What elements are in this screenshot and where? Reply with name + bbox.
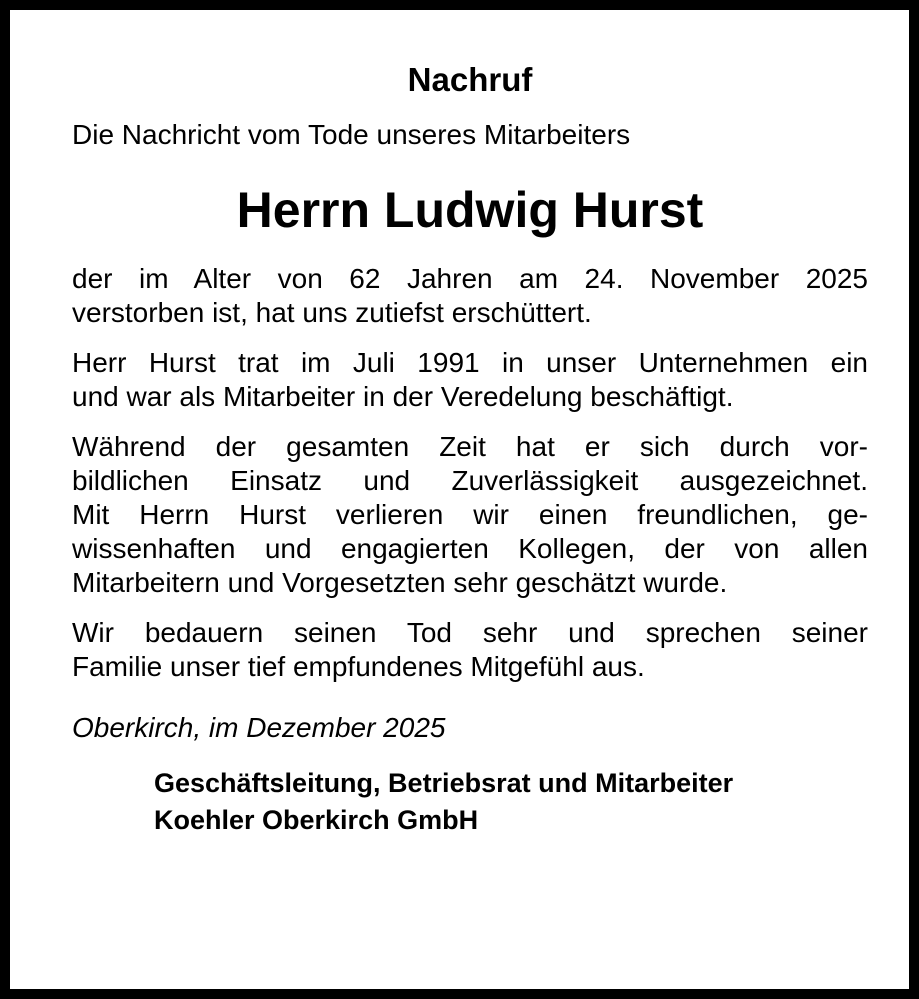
text-line: wissenhaften und engagierten Kollegen, der von allen — [72, 533, 868, 564]
signature-block — [154, 765, 868, 839]
notice-heading: Nachruf — [407, 61, 533, 98]
text-line: bildlichen Einsatz und Zuverlässigkeit ausgezeichnet. — [72, 465, 868, 496]
notice-intro: Die Nachricht vom Tode unseres Mitarbeiters — [72, 119, 631, 150]
text-line: Herr Hurst trat im Juli 1991 in unser Unternehmen ein — [72, 347, 868, 378]
text-line: und war als Mitarbeiter in der Veredelung beschäftigt. — [72, 381, 734, 412]
paragraph-age-date — [72, 262, 868, 330]
deceased-name: Herrn Ludwig Hurst — [236, 182, 704, 238]
signature-line: Geschäftsleitung, Betriebsrat und Mitarbeiter — [154, 768, 734, 798]
paragraph-condolence — [72, 616, 868, 684]
paragraph-tribute — [72, 430, 868, 600]
text-line: der im Alter von 62 Jahren am 24. November 2025 — [72, 263, 868, 294]
notice-content — [72, 60, 868, 839]
text-line: Während der gesamten Zeit hat er sich durch vor- — [72, 431, 868, 462]
text-line: verstorben ist, hat uns zutiefst erschüttert. — [72, 297, 592, 328]
text-line: Familie unser tief empfundenes Mitgefühl aus. — [72, 651, 645, 682]
company-name: Koehler Oberkirch GmbH — [154, 805, 479, 835]
text-line: Mit Herrn Hurst verlieren wir einen freundlichen, ge- — [72, 499, 868, 530]
paragraph-employment — [72, 346, 868, 414]
place-date: Oberkirch, im Dezember 2025 — [72, 712, 446, 743]
text-line: Wir bedauern seinen Tod sehr und sprechen seiner — [72, 617, 868, 648]
text-line: Mitarbeitern und Vorgesetzten sehr geschätzt wurde. — [72, 567, 728, 598]
